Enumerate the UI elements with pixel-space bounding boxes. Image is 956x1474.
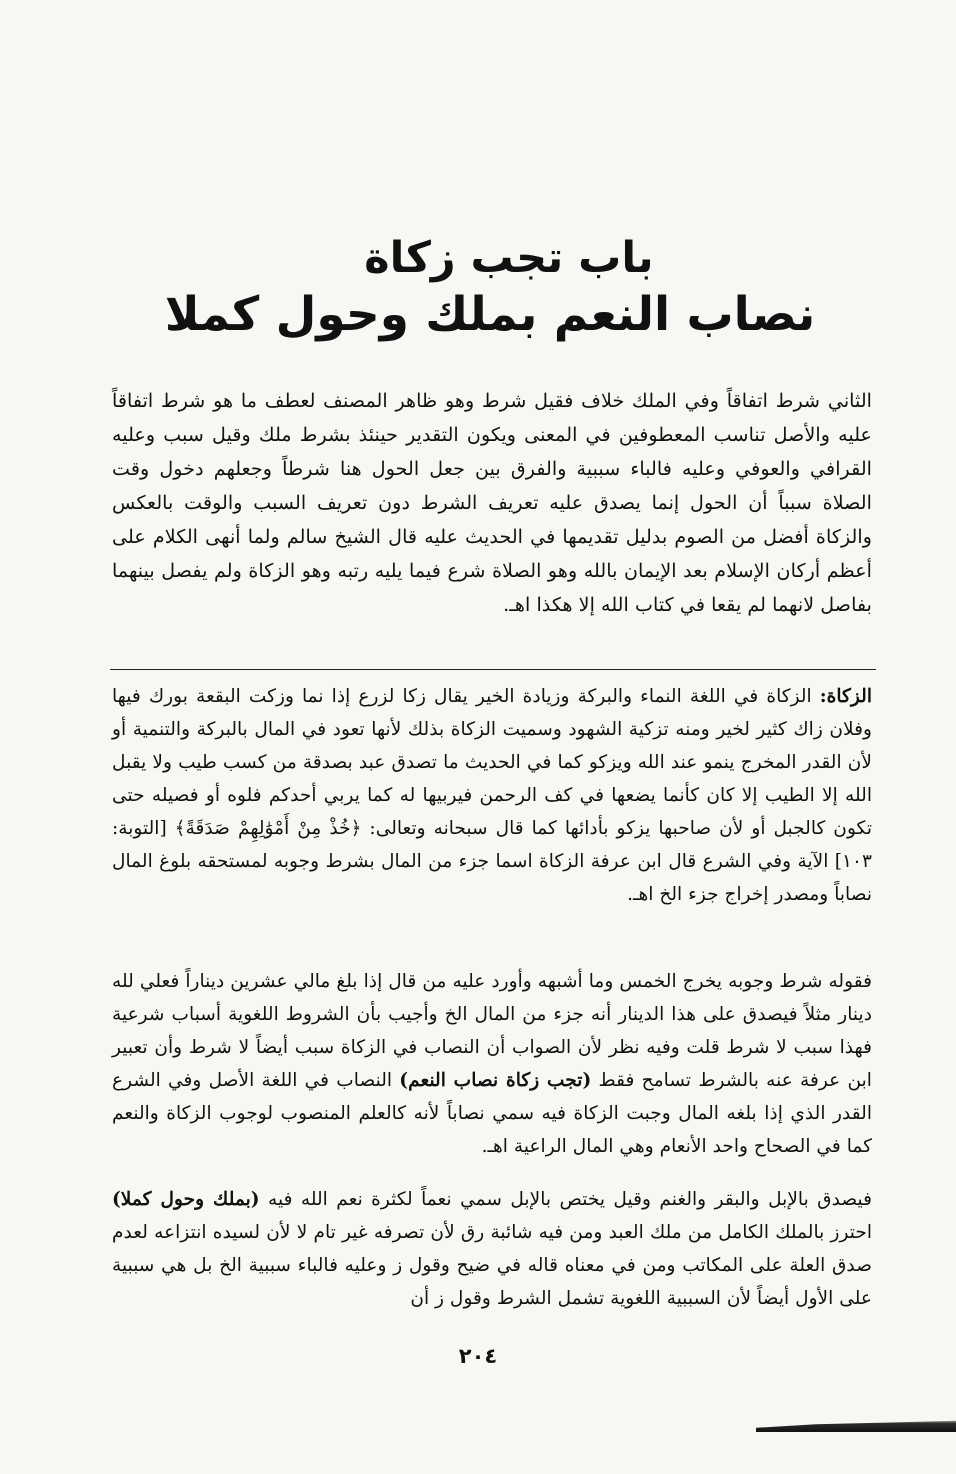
commentary-paragraph-milk [112, 1183, 872, 1315]
matn-quote-nisab: (تجب زكاة نصاب النعم) [399, 1070, 592, 1091]
page-number: ٢٠٤ [458, 1344, 498, 1368]
footnote-zakat-definition [112, 680, 872, 911]
chapter-title-line-2: نصاب النعم بملك وحول كملا [164, 286, 816, 342]
matn-quote-milk: (بملك وحول كملا) [112, 1189, 260, 1210]
chapter-title [110, 232, 870, 345]
chapter-title-line-1: باب تجب زكاة [364, 233, 654, 283]
scan-edge-shadow [756, 1418, 956, 1432]
footnote-term: الزكاة: [819, 686, 872, 707]
footnote-text: الزكاة في اللغة النماء والبركة وزيادة الخير يقال زكا لزرع إذا نما وزكت البقعة بورك فيها وفلان زاك كثير لخير ومنه تزكية الشهود وسميت الزكاة بذلك لأنها تعود في المال بالبركة والتنمية أو لأن القدر المخرج ينمو عند الله ويزكو كما في الحديث ما تصدق عبد بصدقة من كسب طيب ولا يقبل الله إلا الطيب إلا كان كأنما يضعها في كف الرحمن فيربيها له كما يربي أحدكم فلوه أو فصيله حتى تكون كالجبل أو لأن صاحبها يزكو بأدائها كما قال سبحانه وتعالى: ﴿خُذْ مِنْ أَمْوَٰلِهِمْ صَدَقَةً﴾ [التوبة: ١٠٣] الآية وفي الشرع قال ابن عرفة الزكاة اسما جزء من المال بشرط وجوبه لمستحقه بلوغ المال نصاباً ومصدر إخراج جزء الخ اهـ. [112, 686, 872, 905]
commentary-paragraph-nisab [112, 965, 872, 1163]
paragraph-text-before: فيصدق بالإبل والبقر والغنم وقيل يختص بالإبل سمي نعماً لكثرة نعم الله فيه [268, 1189, 872, 1210]
main-commentary-text: الثاني شرط اتفاقاً وفي الملك خلاف فقيل شرط وهو ظاهر المصنف لعطف ما هو شرط اتفاقاً عليه والأصل تناسب المعطوفين في المعنى ويكون التقدير حينئذ بشرط ملك وقيل سبب وعليه القرافي والعوفي وعليه فالباء سببية والفرق بين جعل الحول هنا شرطاً وجعلهم دخول وقت الصلاة سبباً أن الحول إنما يصدق عليه تعريف الشرط دون تعريف السبب والوقت بالعكس والزكاة أفضل من الصوم بدليل تقديمها في الحديث عليه قال الشيخ سالم ولما أنهى الكلام على أعظم أركان الإسلام بعد الإيمان بالله وهو الصلاة شرع فيما يليه رتبه وهو الزكاة ولم يفصل بينهما بفاصل لانهما لم يقعا في كتاب الله إلا هكذا اهـ. [112, 389, 872, 616]
paragraph-text-before: فقوله شرط وجوبه يخرج الخمس وما أشبهه وأورد عليه من قال إذا بلغ مالي عشرين ديناراً فعلي لله دينار مثلاً فيصدق على هذا الدينار أنه جزء من المال الخ وأجيب بأن الشروط اللغوية أسباب شرعية فهذا سبب لا شرط قلت وفيه نظر لأن الصواب أن النصاب في الزكاة سبب أيضاً لا شرط وأن تعبير ابن عرفة عنه بالشرط تسامح فقط [112, 971, 872, 1091]
footnote-divider [110, 669, 876, 670]
paragraph-text-after: النصاب في اللغة الأصل وفي الشرع القدر الذي إذا بلغه المال وجبت الزكاة فيه سمي نصاباً لأنه كالعلم المنصوب لوجوب الزكاة والنعم كما في الصحاح واحد الأنعام وهي المال الراعية اهـ. [112, 1070, 872, 1157]
paragraph-text-after: احترز بالملك الكامل من ملك العبد ومن فيه شائبة رق لأن تصرفه غير تام لا لأن لسيده انتزاعه لعدم صدق العلة على المكاتب ومن في معناه قاله في ضيح وقول ز وعليه فالباء سببية الخ بل هي سببية على الأول أيضاً لأن السببية اللغوية تشمل الشرط وقول ز أن [112, 1222, 872, 1309]
